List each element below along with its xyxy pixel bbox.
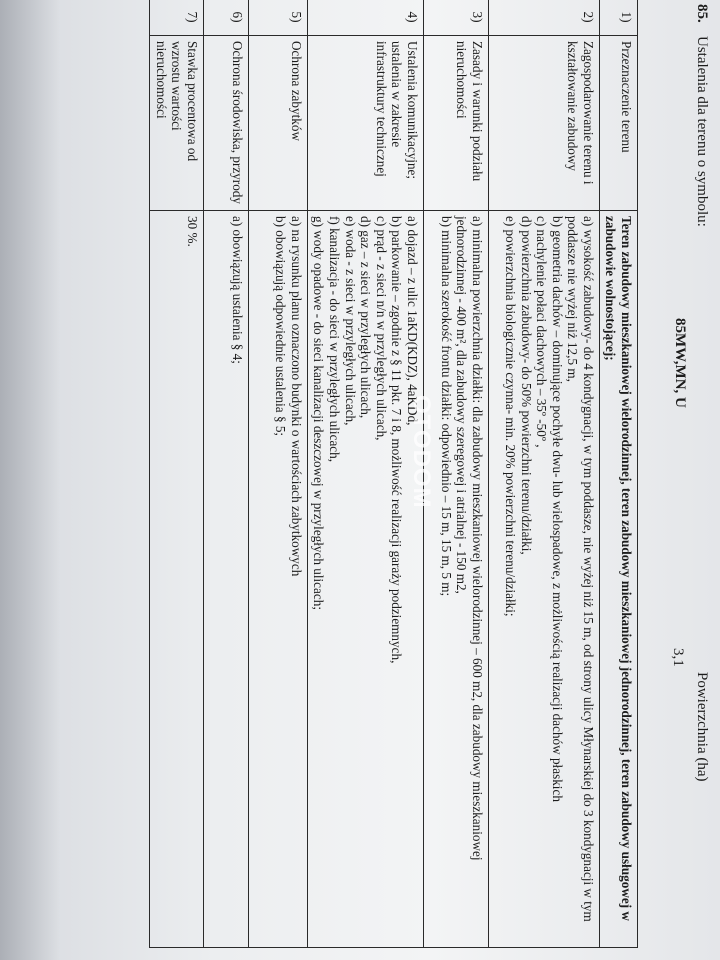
- row-title: Ochrona zabytków: [248, 36, 307, 211]
- row-line: d) powierzchnia zabudowy- do 50% powierzchni terenu/działki,: [518, 216, 534, 555]
- row-content: [488, 211, 599, 948]
- row-number: 3): [423, 0, 488, 36]
- row-line: 30 %.: [184, 216, 200, 247]
- watermark: OTODOM: [408, 395, 435, 509]
- row-content: [599, 211, 637, 948]
- section-label: Ustalenia dla terenu o symbolu:: [694, 36, 710, 227]
- row-title: Ustalenia komunikacyjne; ustalenia w zakresie infrastruktury technicznej: [307, 36, 423, 211]
- row-line: b) obowiązują odpowiednie ustalenia § 5;: [273, 216, 289, 437]
- row-title: Stawka procentowa od wzrostu wartości nieruchomości: [150, 36, 204, 211]
- row-line: b) parkowanie – zgodnie z § 11 pkt. 7 i 8, możliwość realizacji garaży podziemnych,: [389, 216, 405, 664]
- row-title: Zasady i warunki podziału nieruchomości: [423, 36, 488, 211]
- section-number: 85.: [694, 4, 710, 23]
- row-number: 6): [203, 0, 248, 36]
- row-title: Zagospodarowanie terenu i kształtowanie zabudowy: [488, 36, 599, 211]
- row-content: [423, 211, 488, 948]
- row-line: a) obowiązują ustalenia § 4;: [229, 216, 245, 364]
- row-line: g) wody opadowe - do sieci kanalizacji deszczowej w przyległych ulicach;: [311, 216, 327, 611]
- row-content: [307, 211, 423, 948]
- row-number: 5): [248, 0, 307, 36]
- row-number: 7): [150, 0, 204, 36]
- table-row: [488, 0, 599, 948]
- row-number: 4): [307, 0, 423, 36]
- row-line: Teren zabudowy mieszkaniowej wielorodzinnej, teren zabudowy mieszkaniowej jednorodzinnej, teren zabudowy usługowej w zabudowie wolnostojącej;: [603, 216, 634, 921]
- row-line: a) minimalna powierzchnia działki: dla zabudowy mieszkaniowej wielorodzinnej – 600 m2, dla zabudowy mieszkaniowej jednorodzinnej - 400 m², dla zabudowy szeregowej i atrialnej - 150 m2,: [454, 216, 485, 861]
- table-row: [248, 0, 307, 948]
- row-number: 1): [599, 0, 637, 36]
- row-line: a) wysokość zabudowy- do 4 kondygnacji, w tym poddasze, nie wyżej niż 15 m, od strony ulicy Młynarskiej do 3 kondygnacji w tym poddasze nie wyżej niż 12,5 m,: [565, 216, 596, 922]
- row-line: c) nachylenie połaci dachowych – 35º -50º ,: [534, 216, 550, 448]
- row-title: Ochrona środowiska, przyrody: [203, 36, 248, 211]
- row-content: [203, 211, 248, 948]
- row-content: [150, 211, 204, 948]
- area-symbol: 85MW,MN, U: [672, 318, 688, 408]
- area-value: 3,1: [670, 648, 686, 667]
- row-line: f) kanalizacja - do sieci w przyległych ulicach,: [326, 216, 342, 463]
- row-line: b) minimalna szerokość frontu działki: odpowiednio – 15 m, 15 m, 5 m;: [438, 216, 454, 597]
- table-row: [203, 0, 248, 948]
- row-line: a) na rysunku planu oznaczono budynki o wartościach zabytkowych: [288, 216, 304, 577]
- row-line: c) prąd - z sieci n/n w przyległych ulicach,: [373, 216, 389, 441]
- table-row: [599, 0, 637, 948]
- row-content: [248, 211, 307, 948]
- row-line: d) gaz – z sieci w przyległych ulicach,: [358, 216, 374, 419]
- row-number: 2): [488, 0, 599, 36]
- row-line: e) powierzchnia biologicznie czynna- min. 20% powierzchni terenu/działki;: [502, 216, 518, 617]
- row-title: Przeznaczenie terenu: [599, 36, 637, 211]
- document-header: [658, 0, 720, 960]
- row-line: a) dojazd – z ulic 1aKD(KDZ), 4aKDd,: [404, 216, 420, 426]
- row-line: e) woda - z sieci w przyległych ulicach,: [342, 216, 358, 426]
- table-row: [150, 0, 204, 948]
- regulations-table: [149, 0, 638, 948]
- row-line: b) geometria dachów – dominujące pochyłe dwu- lub wielospadowe, z możliwością realizacji dachów płaskich: [549, 216, 565, 802]
- area-label: Powierzchnia (ha): [694, 672, 710, 782]
